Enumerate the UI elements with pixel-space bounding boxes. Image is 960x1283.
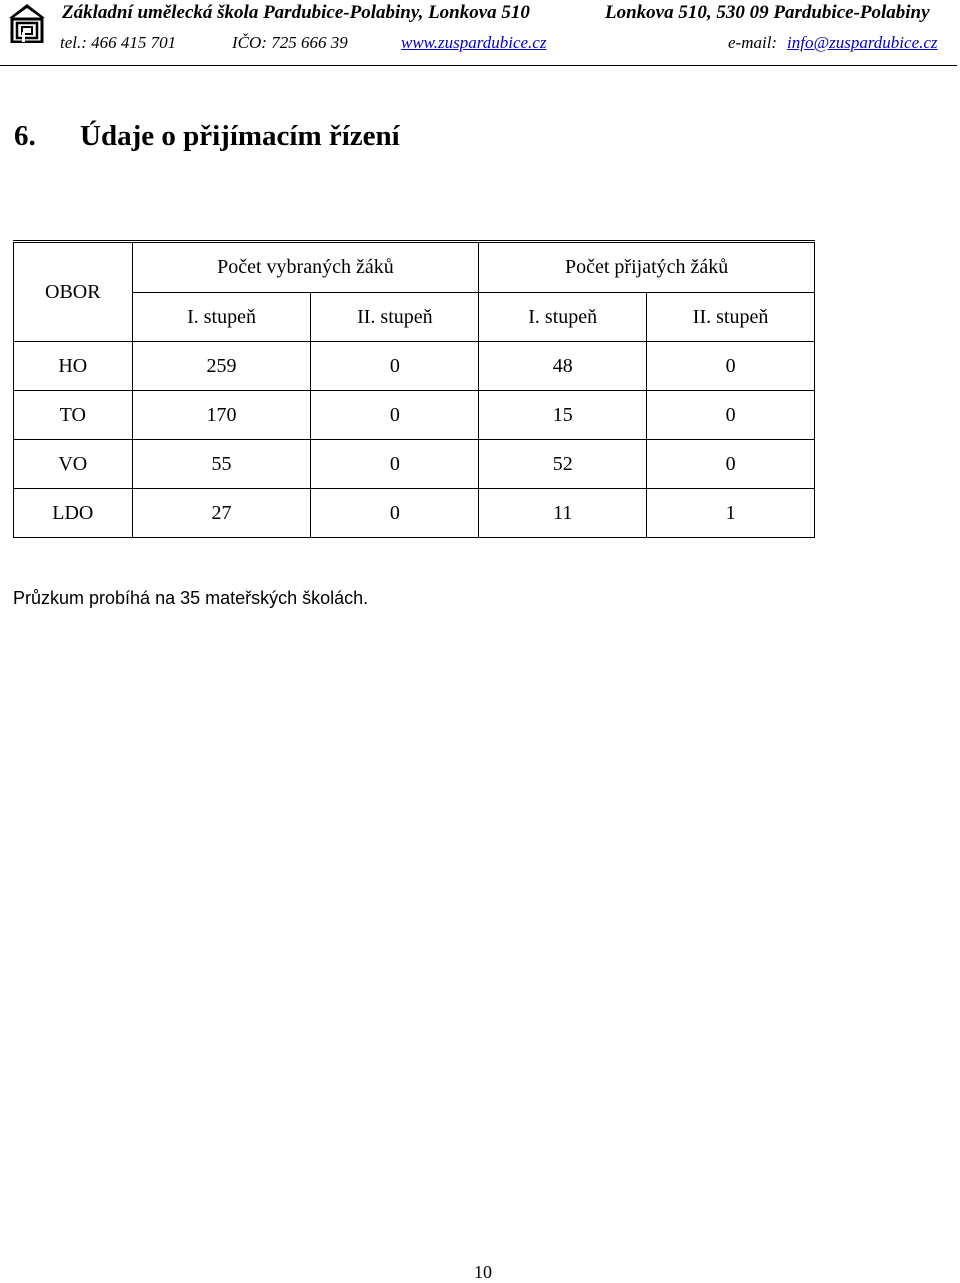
table-cell: 259: [132, 342, 311, 391]
table-cell: 27: [132, 489, 311, 538]
table-cell: 170: [132, 391, 311, 440]
header-selected-students: Počet vybraných žáků: [132, 242, 479, 293]
email-link[interactable]: info@zuspardubice.cz: [787, 33, 938, 52]
table-cell: 0: [311, 440, 479, 489]
section-number: 6.: [14, 120, 36, 152]
page-header: [0, 0, 960, 68]
table-subheader-row: [14, 293, 815, 342]
phone-number: tel.: 466 415 701: [60, 33, 177, 52]
table-header-row: [14, 242, 815, 293]
subheader-cell: I. stupeň: [132, 293, 311, 342]
table-cell: 1: [647, 489, 815, 538]
table-cell: 0: [647, 342, 815, 391]
table-cell: 15: [479, 391, 647, 440]
website-link[interactable]: www.zuspardubice.cz: [401, 33, 547, 52]
table-row: [14, 342, 815, 391]
school-name: Základní umělecká škola Pardubice-Polabiny, Lonkova 510: [62, 2, 530, 23]
table-cell: 55: [132, 440, 311, 489]
row-obor: TO: [14, 391, 133, 440]
ico-number: IČO: 725 666 39: [232, 33, 348, 52]
school-address: Lonkova 510, 530 09 Pardubice-Polabiny: [605, 2, 930, 23]
table-cell: 0: [647, 391, 815, 440]
admissions-table: [13, 240, 815, 538]
table-row: [14, 489, 815, 538]
table-row: [14, 440, 815, 489]
subheader-cell: II. stupeň: [311, 293, 479, 342]
row-obor: HO: [14, 342, 133, 391]
header-divider: [0, 65, 957, 66]
row-obor: VO: [14, 440, 133, 489]
header-obor: OBOR: [14, 242, 133, 342]
table-cell: 48: [479, 342, 647, 391]
table-cell: 52: [479, 440, 647, 489]
school-logo-icon: [8, 3, 46, 43]
table-cell: 0: [311, 342, 479, 391]
subheader-cell: I. stupeň: [479, 293, 647, 342]
survey-note: Průzkum probíhá na 35 mateřských školách.: [13, 588, 369, 608]
subheader-cell: II. stupeň: [647, 293, 815, 342]
section-heading: [14, 120, 400, 153]
table-cell: 0: [311, 489, 479, 538]
page-number: 10: [474, 1262, 492, 1282]
table-row: [14, 391, 815, 440]
email-label: e-mail:: [728, 33, 778, 52]
header-accepted-students: Počet přijatých žáků: [479, 242, 815, 293]
table-cell: 0: [647, 440, 815, 489]
table-cell: 11: [479, 489, 647, 538]
section-title: Údaje o přijímacím řízení: [80, 120, 400, 152]
table-cell: 0: [311, 391, 479, 440]
row-obor: LDO: [14, 489, 133, 538]
